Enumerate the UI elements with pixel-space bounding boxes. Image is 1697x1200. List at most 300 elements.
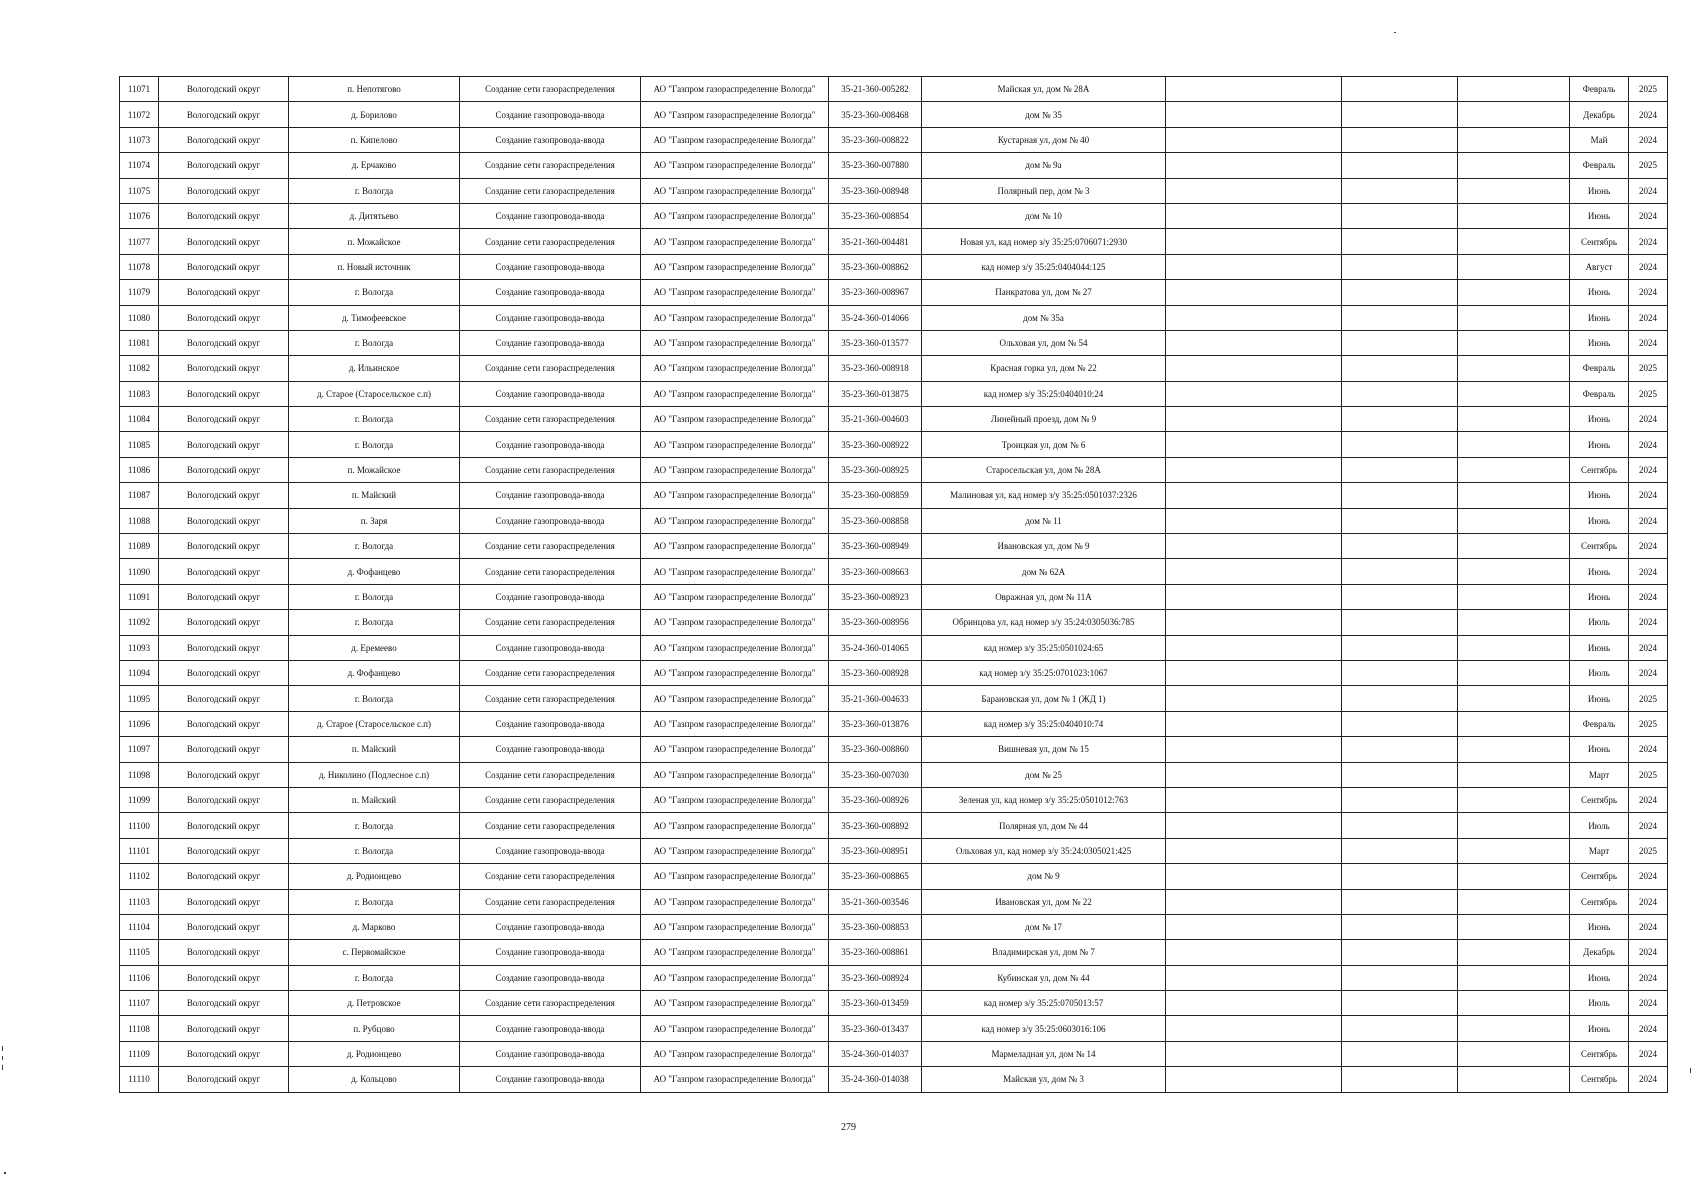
cell-district: Вологодский округ [159,635,289,660]
cell-row-number: 11079 [120,280,159,305]
cell-work-type: Создание газопровода-ввода [460,483,641,508]
cell-work-type: Создание газопровода-ввода [460,508,641,533]
cell-month: Июнь [1570,737,1629,762]
cell-empty-col-1 [1166,77,1342,102]
cell-work-type: Создание сети газораспределения [460,762,641,787]
cell-request-number: 35-23-360-008928 [829,660,922,685]
cell-year: 2024 [1629,330,1668,355]
cell-organization: АО "Газпром газораспределение Вологда" [641,102,829,127]
cell-year: 2024 [1629,940,1668,965]
cell-empty-col-3 [1458,127,1570,152]
cell-month: Сентябрь [1570,457,1629,482]
cell-work-type: Создание сети газораспределения [460,787,641,812]
cell-row-number: 11107 [120,991,159,1016]
cell-year: 2024 [1629,178,1668,203]
cell-work-type: Создание сети газораспределения [460,534,641,559]
cell-empty-col-3 [1458,254,1570,279]
cell-row-number: 11103 [120,889,159,914]
cell-empty-col-3 [1458,965,1570,990]
cell-row-number: 11097 [120,737,159,762]
cell-district: Вологодский округ [159,610,289,635]
cell-year: 2024 [1629,432,1668,457]
cell-request-number: 35-23-360-008865 [829,864,922,889]
cell-row-number: 11109 [120,1041,159,1066]
table-row [120,1067,1668,1092]
cell-address: кад номер з/у 35:25:0705013:57 [922,991,1166,1016]
cell-empty-col-3 [1458,178,1570,203]
table-row [120,330,1668,355]
cell-empty-col-2 [1342,991,1458,1016]
cell-empty-col-1 [1166,381,1342,406]
cell-empty-col-1 [1166,813,1342,838]
cell-empty-col-2 [1342,711,1458,736]
table-row [120,254,1668,279]
table-row [120,407,1668,432]
cell-year: 2024 [1629,559,1668,584]
cell-year: 2024 [1629,280,1668,305]
table-row [120,991,1668,1016]
cell-organization: АО "Газпром газораспределение Вологда" [641,153,829,178]
table-row [120,381,1668,406]
cell-empty-col-3 [1458,686,1570,711]
cell-request-number: 35-23-360-013577 [829,330,922,355]
cell-empty-col-2 [1342,356,1458,381]
cell-year: 2024 [1629,660,1668,685]
cell-request-number: 35-23-360-008861 [829,940,922,965]
cell-address: Старосельская ул, дом № 28А [922,457,1166,482]
table-row [120,711,1668,736]
cell-year: 2024 [1629,813,1668,838]
table-row [120,686,1668,711]
cell-empty-col-3 [1458,610,1570,635]
cell-address: дом № 62А [922,559,1166,584]
table-row [120,889,1668,914]
cell-request-number: 35-24-360-014038 [829,1067,922,1092]
cell-request-number: 35-21-360-003546 [829,889,922,914]
cell-request-number: 35-23-360-008951 [829,838,922,863]
cell-work-type: Создание сети газораспределения [460,864,641,889]
cell-settlement: д. Старое (Старосельское с.п) [289,381,460,406]
cell-empty-col-1 [1166,280,1342,305]
cell-year: 2024 [1629,991,1668,1016]
scan-mark [4,1172,6,1174]
cell-settlement: г. Вологда [289,407,460,432]
cell-work-type: Создание газопровода-ввода [460,965,641,990]
cell-organization: АО "Газпром газораспределение Вологда" [641,965,829,990]
cell-address: Полярный пер, дом № 3 [922,178,1166,203]
cell-empty-col-2 [1342,635,1458,660]
cell-work-type: Создание сети газораспределения [460,991,641,1016]
cell-work-type: Создание газопровода-ввода [460,305,641,330]
cell-work-type: Создание газопровода-ввода [460,280,641,305]
cell-year: 2024 [1629,229,1668,254]
table-row [120,787,1668,812]
cell-settlement: г. Вологда [289,813,460,838]
cell-empty-col-3 [1458,864,1570,889]
table-row [120,432,1668,457]
cell-empty-col-2 [1342,813,1458,838]
cell-settlement: д. Петровское [289,991,460,1016]
cell-empty-col-1 [1166,534,1342,559]
cell-work-type: Создание сети газораспределения [460,660,641,685]
cell-work-type: Создание сети газораспределения [460,178,641,203]
table-row [120,127,1668,152]
cell-address: дом № 25 [922,762,1166,787]
cell-row-number: 11090 [120,559,159,584]
cell-settlement: п. Майский [289,787,460,812]
cell-address: Мармеладная ул, дом № 14 [922,1041,1166,1066]
cell-settlement: п. Можайское [289,229,460,254]
cell-empty-col-2 [1342,660,1458,685]
cell-settlement: п. Майский [289,483,460,508]
cell-month: Июнь [1570,280,1629,305]
cell-district: Вологодский округ [159,762,289,787]
cell-organization: АО "Газпром газораспределение Вологда" [641,229,829,254]
cell-empty-col-2 [1342,457,1458,482]
cell-address: Обринцова ул, кад номер з/у 35:24:0305036:785 [922,610,1166,635]
cell-empty-col-1 [1166,1067,1342,1092]
table-row [120,153,1668,178]
cell-district: Вологодский округ [159,203,289,228]
cell-empty-col-2 [1342,483,1458,508]
cell-organization: АО "Газпром газораспределение Вологда" [641,813,829,838]
cell-year: 2024 [1629,1041,1668,1066]
cell-year: 2025 [1629,356,1668,381]
cell-empty-col-2 [1342,686,1458,711]
cell-settlement: д. Старое (Старосельское с.п) [289,711,460,736]
cell-empty-col-2 [1342,330,1458,355]
cell-district: Вологодский округ [159,153,289,178]
cell-organization: АО "Газпром газораспределение Вологда" [641,508,829,533]
cell-organization: АО "Газпром газораспределение Вологда" [641,356,829,381]
cell-request-number: 35-23-360-008663 [829,559,922,584]
cell-work-type: Создание сети газораспределения [460,77,641,102]
cell-request-number: 35-24-360-014065 [829,635,922,660]
cell-month: Июль [1570,813,1629,838]
cell-organization: АО "Газпром газораспределение Вологда" [641,991,829,1016]
cell-request-number: 35-21-360-004481 [829,229,922,254]
cell-row-number: 11108 [120,1016,159,1041]
cell-empty-col-3 [1458,762,1570,787]
cell-district: Вологодский округ [159,381,289,406]
cell-request-number: 35-23-360-008862 [829,254,922,279]
cell-address: Ивановская ул, дом № 22 [922,889,1166,914]
cell-work-type: Создание газопровода-ввода [460,127,641,152]
cell-district: Вологодский округ [159,457,289,482]
cell-settlement: д. Еремеево [289,635,460,660]
cell-address: Овражная ул, дом № 11А [922,584,1166,609]
table-row [120,914,1668,939]
cell-organization: АО "Газпром газораспределение Вологда" [641,787,829,812]
cell-year: 2025 [1629,711,1668,736]
cell-organization: АО "Газпром газораспределение Вологда" [641,254,829,279]
cell-row-number: 11092 [120,610,159,635]
cell-month: Сентябрь [1570,534,1629,559]
cell-empty-col-2 [1342,940,1458,965]
cell-address: дом № 35а [922,305,1166,330]
cell-month: Июнь [1570,407,1629,432]
cell-organization: АО "Газпром газораспределение Вологда" [641,737,829,762]
scan-mark [2,1056,3,1060]
cell-work-type: Создание газопровода-ввода [460,432,641,457]
cell-settlement: г. Вологда [289,838,460,863]
cell-row-number: 11104 [120,914,159,939]
cell-address: дом № 17 [922,914,1166,939]
cell-empty-col-3 [1458,914,1570,939]
cell-month: Май [1570,127,1629,152]
cell-work-type: Создание газопровода-ввода [460,1067,641,1092]
cell-month: Июнь [1570,178,1629,203]
cell-request-number: 35-23-360-008854 [829,203,922,228]
cell-empty-col-1 [1166,584,1342,609]
cell-request-number: 35-23-360-013876 [829,711,922,736]
table-row [120,534,1668,559]
table-row [120,457,1668,482]
cell-organization: АО "Газпром газораспределение Вологда" [641,203,829,228]
cell-district: Вологодский округ [159,838,289,863]
cell-organization: АО "Газпром газораспределение Вологда" [641,330,829,355]
cell-month: Июнь [1570,584,1629,609]
table-row [120,203,1668,228]
cell-address: Майская ул, дом № 3 [922,1067,1166,1092]
cell-district: Вологодский округ [159,534,289,559]
cell-settlement: г. Вологда [289,534,460,559]
cell-empty-col-2 [1342,102,1458,127]
cell-year: 2024 [1629,914,1668,939]
cell-address: кад номер з/у 35:25:0404010:74 [922,711,1166,736]
cell-empty-col-2 [1342,77,1458,102]
cell-month: Февраль [1570,711,1629,736]
cell-year: 2025 [1629,686,1668,711]
cell-request-number: 35-23-360-007030 [829,762,922,787]
cell-address: Кустарная ул, дом № 40 [922,127,1166,152]
cell-district: Вологодский округ [159,254,289,279]
cell-year: 2024 [1629,1016,1668,1041]
cell-row-number: 11082 [120,356,159,381]
cell-district: Вологодский округ [159,77,289,102]
cell-address: Барановская ул, дом № 1 (ЖД 1) [922,686,1166,711]
cell-organization: АО "Газпром газораспределение Вологда" [641,610,829,635]
cell-organization: АО "Газпром газораспределение Вологда" [641,660,829,685]
cell-empty-col-3 [1458,584,1570,609]
cell-work-type: Создание газопровода-ввода [460,584,641,609]
cell-request-number: 35-23-360-008858 [829,508,922,533]
cell-district: Вологодский округ [159,1016,289,1041]
cell-work-type: Создание сети газораспределения [460,229,641,254]
cell-organization: АО "Газпром газораспределение Вологда" [641,711,829,736]
cell-empty-col-3 [1458,711,1570,736]
cell-work-type: Создание газопровода-ввода [460,737,641,762]
cell-settlement: д. Родионцево [289,864,460,889]
cell-empty-col-2 [1342,762,1458,787]
cell-request-number: 35-23-360-008892 [829,813,922,838]
cell-empty-col-3 [1458,432,1570,457]
cell-year: 2024 [1629,1067,1668,1092]
cell-empty-col-2 [1342,508,1458,533]
cell-year: 2024 [1629,584,1668,609]
cell-address: дом № 11 [922,508,1166,533]
cell-month: Сентябрь [1570,787,1629,812]
cell-empty-col-1 [1166,127,1342,152]
table-row [120,1041,1668,1066]
cell-empty-col-3 [1458,330,1570,355]
cell-month: Июнь [1570,914,1629,939]
cell-empty-col-3 [1458,153,1570,178]
cell-row-number: 11074 [120,153,159,178]
cell-empty-col-1 [1166,1016,1342,1041]
cell-request-number: 35-23-360-013437 [829,1016,922,1041]
cell-address: кад номер з/у 35:25:0603016:106 [922,1016,1166,1041]
cell-empty-col-3 [1458,991,1570,1016]
cell-year: 2025 [1629,838,1668,863]
cell-empty-col-3 [1458,1041,1570,1066]
cell-empty-col-2 [1342,559,1458,584]
cell-month: Декабрь [1570,102,1629,127]
cell-district: Вологодский округ [159,178,289,203]
cell-empty-col-1 [1166,407,1342,432]
cell-empty-col-2 [1342,203,1458,228]
cell-request-number: 35-21-360-005282 [829,77,922,102]
cell-district: Вологодский округ [159,483,289,508]
gasification-table [119,76,1668,1093]
cell-empty-col-1 [1166,356,1342,381]
cell-empty-col-3 [1458,1067,1570,1092]
cell-month: Июнь [1570,508,1629,533]
cell-empty-col-2 [1342,1067,1458,1092]
cell-address: Ольховая ул, кад номер з/у 35:24:0305021:425 [922,838,1166,863]
cell-organization: АО "Газпром газораспределение Вологда" [641,432,829,457]
cell-work-type: Создание сети газораспределения [460,356,641,381]
cell-organization: АО "Газпром газораспределение Вологда" [641,838,829,863]
cell-address: Малиновая ул, кад номер з/у 35:25:0501037:2326 [922,483,1166,508]
cell-empty-col-1 [1166,762,1342,787]
cell-address: дом № 10 [922,203,1166,228]
cell-work-type: Создание сети газораспределения [460,153,641,178]
cell-month: Июнь [1570,559,1629,584]
cell-empty-col-3 [1458,381,1570,406]
cell-request-number: 35-23-360-008860 [829,737,922,762]
cell-empty-col-2 [1342,584,1458,609]
cell-empty-col-3 [1458,102,1570,127]
cell-row-number: 11072 [120,102,159,127]
cell-row-number: 11077 [120,229,159,254]
cell-settlement: д. Дитятьево [289,203,460,228]
table-row [120,77,1668,102]
table-row [120,102,1668,127]
cell-settlement: д. Кольцово [289,1067,460,1092]
cell-district: Вологодский округ [159,584,289,609]
scan-mark [1690,1068,1691,1073]
cell-row-number: 11100 [120,813,159,838]
cell-empty-col-2 [1342,407,1458,432]
cell-work-type: Создание сети газораспределения [460,686,641,711]
cell-empty-col-2 [1342,965,1458,990]
cell-address: кад номер з/у 35:25:0701023:1067 [922,660,1166,685]
cell-empty-col-1 [1166,229,1342,254]
cell-empty-col-2 [1342,737,1458,762]
cell-row-number: 11098 [120,762,159,787]
cell-settlement: г. Вологда [289,686,460,711]
cell-empty-col-1 [1166,508,1342,533]
cell-empty-col-1 [1166,559,1342,584]
scan-mark [2,1046,3,1051]
cell-year: 2024 [1629,635,1668,660]
cell-district: Вологодский округ [159,737,289,762]
cell-month: Июнь [1570,635,1629,660]
cell-empty-col-1 [1166,610,1342,635]
cell-request-number: 35-23-360-007880 [829,153,922,178]
cell-empty-col-1 [1166,737,1342,762]
cell-empty-col-1 [1166,102,1342,127]
cell-empty-col-1 [1166,965,1342,990]
cell-month: Март [1570,762,1629,787]
cell-month: Сентябрь [1570,864,1629,889]
cell-empty-col-1 [1166,203,1342,228]
cell-row-number: 11088 [120,508,159,533]
cell-settlement: д. Николино (Подлесное с.п) [289,762,460,787]
cell-address: Владимирская ул, дом № 7 [922,940,1166,965]
cell-work-type: Создание сети газораспределения [460,889,641,914]
cell-settlement: г. Вологда [289,610,460,635]
cell-request-number: 35-23-360-008918 [829,356,922,381]
cell-district: Вологодский округ [159,1041,289,1066]
cell-year: 2024 [1629,737,1668,762]
cell-settlement: д. Фофанцево [289,660,460,685]
cell-request-number: 35-23-360-008948 [829,178,922,203]
cell-empty-col-3 [1458,787,1570,812]
table-row [120,1016,1668,1041]
cell-work-type: Создание сети газораспределения [460,407,641,432]
cell-row-number: 11078 [120,254,159,279]
cell-request-number: 35-23-360-008853 [829,914,922,939]
cell-empty-col-1 [1166,635,1342,660]
cell-work-type: Создание газопровода-ввода [460,635,641,660]
cell-organization: АО "Газпром газораспределение Вологда" [641,305,829,330]
cell-settlement: г. Вологда [289,280,460,305]
cell-organization: АО "Газпром газораспределение Вологда" [641,762,829,787]
cell-empty-col-1 [1166,457,1342,482]
table-row [120,610,1668,635]
cell-district: Вологодский округ [159,787,289,812]
cell-settlement: п. Майский [289,737,460,762]
cell-month: Сентябрь [1570,1041,1629,1066]
cell-settlement: п. Можайское [289,457,460,482]
table-row [120,178,1668,203]
cell-row-number: 11071 [120,77,159,102]
cell-empty-col-2 [1342,889,1458,914]
cell-month: Сентябрь [1570,229,1629,254]
cell-empty-col-2 [1342,280,1458,305]
cell-district: Вологодский округ [159,508,289,533]
cell-request-number: 35-21-360-004633 [829,686,922,711]
cell-row-number: 11096 [120,711,159,736]
cell-month: Февраль [1570,381,1629,406]
cell-request-number: 35-23-360-008922 [829,432,922,457]
cell-year: 2024 [1629,254,1668,279]
cell-year: 2025 [1629,762,1668,787]
cell-request-number: 35-23-360-008924 [829,965,922,990]
cell-request-number: 35-23-360-013875 [829,381,922,406]
cell-empty-col-3 [1458,305,1570,330]
cell-year: 2024 [1629,483,1668,508]
cell-empty-col-2 [1342,127,1458,152]
cell-settlement: г. Вологда [289,965,460,990]
cell-row-number: 11075 [120,178,159,203]
cell-empty-col-1 [1166,991,1342,1016]
cell-year: 2024 [1629,203,1668,228]
cell-organization: АО "Газпром газораспределение Вологда" [641,559,829,584]
cell-empty-col-1 [1166,330,1342,355]
